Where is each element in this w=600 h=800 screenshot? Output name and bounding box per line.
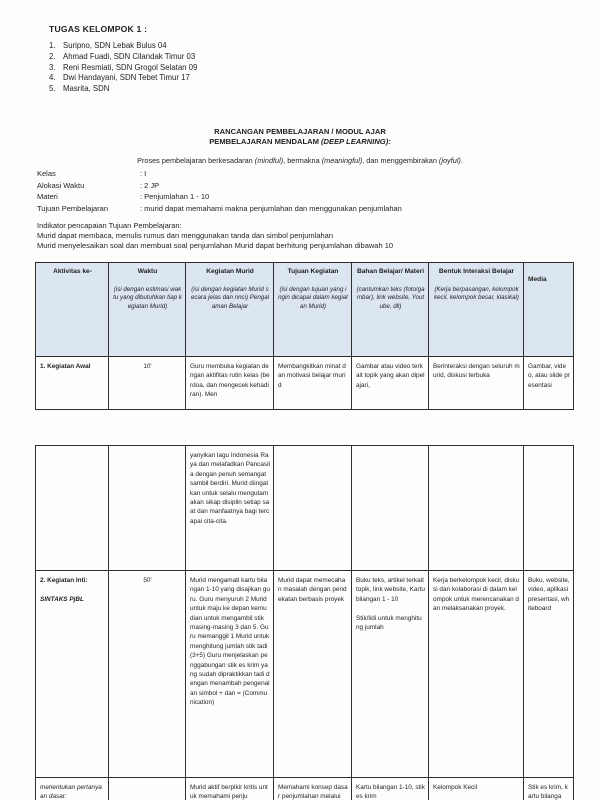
- cell-bahan: Kartu bilangan 1-10, stik es krim: [352, 778, 429, 800]
- header-cell-bahan: [352, 263, 429, 357]
- header-cell-kegiatan: [186, 263, 274, 357]
- meta-row: [37, 168, 402, 180]
- cell-interaksi: [429, 446, 524, 571]
- cell-aktivitas: 1. Kegiatan Awal: [36, 357, 109, 410]
- activity-name: 2. Kegiatan Inti:: [40, 577, 88, 584]
- indicator-line: Murid dapat membaca, menulis rumus dan menggunakan tanda dan simbol penjumlahan: [37, 231, 334, 240]
- table-row: [36, 571, 574, 778]
- table-row-partial: [36, 778, 574, 800]
- header-title: Kegiatan Murid: [206, 268, 254, 275]
- table-row-continuation: [36, 446, 574, 571]
- cell-waktu: [109, 778, 186, 800]
- header-title: Bentuk Interaksi Belajar: [438, 268, 515, 275]
- indicator-block: [37, 221, 393, 251]
- subtitle-italic: (joyful): [438, 156, 461, 165]
- member-list: [49, 41, 197, 95]
- cell-media: Buku, website, video, aplikasi presentasi, whiteboard: [524, 571, 574, 778]
- cell-interaksi: Berinteraksi dengan seluruh murid, diskusi terbuka: [429, 357, 524, 410]
- list-number: 1.: [49, 41, 56, 50]
- meta-row: [37, 203, 402, 215]
- meta-label: Tujuan Pembelajaran: [37, 203, 109, 213]
- list-number: 4.: [49, 73, 56, 83]
- cell-waktu: 50': [109, 571, 186, 778]
- header-cell-aktivitas: [36, 263, 109, 357]
- indicator-line: Indikator pencapaian Tujuan Pembelajaran:: [37, 221, 182, 230]
- header-cell-media: [524, 263, 574, 357]
- cell-kegiatan: Murid mengamati kartu bilangan 1-10 yang disajikan guru. Guru menyuruh 2 Murid untuk maju ke depan kemudian untuk mengambil stik masing-masing 3 dan 5. Guru memanggil 1 Murid untuk menghitung jumlah stik tadi (3+5) Guru menjelaskan penggabungan stik es krim yang sudah dipraktikkan tadi dengan menambah pengenalan simbol + dan = (Communication): [186, 571, 274, 778]
- subtitle-text: .: [460, 156, 463, 165]
- cell-media: Stik es krim, kartu bilanga: [524, 778, 574, 800]
- cell-interaksi: Kelompok Kecil: [429, 778, 524, 800]
- header-desc: (isi dengan tujuan yang ingin dicapai dalam kegiatan Murid): [278, 285, 348, 311]
- bahan-paragraph: Stik/lidi untuk menghitung jumlah: [356, 614, 422, 632]
- cell-bahan: [352, 446, 429, 571]
- member-name: Masrita, SDN: [63, 84, 110, 94]
- spacer: [40, 585, 105, 594]
- subtitle-text: , bermakna: [283, 156, 322, 165]
- meta-value: : I: [140, 169, 147, 178]
- document-title: [0, 127, 600, 147]
- cell-tujuan: Membangkitkan minat dan motivasi belajar murid: [274, 357, 352, 410]
- list-number: 3.: [49, 62, 56, 72]
- header-title: Bahan Belajar/ Materi: [356, 268, 425, 275]
- header-title: Aktivitas ke-: [53, 268, 92, 275]
- meta-row: [37, 191, 402, 203]
- member-name: Ahmad Fuadi, SDN Cilandak Timur 03: [63, 51, 196, 61]
- meta-label: Alokasi Waktu: [37, 180, 85, 190]
- cell-tujuan: Memahami konsep dasar penjumlahan melalui: [274, 778, 352, 800]
- cell-bahan: [352, 571, 429, 778]
- cell-waktu: [109, 446, 186, 571]
- cell-aktivitas: [36, 571, 109, 778]
- subtitle-text: Proses pembelajaran berkesadaran: [137, 156, 255, 165]
- header-title: Media: [528, 276, 547, 283]
- cell-tujuan: [274, 446, 352, 571]
- list-item: [49, 84, 197, 95]
- document-title-line2: [0, 137, 600, 147]
- header-desc: (isi dengan estimasi waktu yang dibutuhkan tiap kegiatan Murid): [113, 285, 182, 311]
- cell-media: [524, 446, 574, 571]
- title-italic: (DEEP LEARNING):: [321, 137, 391, 146]
- document-title-line1: RANCANGAN PEMBELAJARAN / MODUL AJAR: [214, 127, 386, 136]
- member-name: Reni Resmiati, SDN Grogol Selatan 09: [63, 62, 198, 72]
- header-cell-interaksi: [429, 263, 524, 357]
- table-header-row: [36, 263, 574, 357]
- list-item: [49, 73, 197, 84]
- header-desc: (Kerja berpasangan, kelompok kecil, kelompok besar, klasikal): [434, 285, 519, 302]
- list-number: 2.: [49, 51, 56, 61]
- subtitle-text: , dan menggembirakan: [362, 156, 439, 165]
- header-cell-waktu: [109, 263, 186, 357]
- meta-row: [37, 180, 402, 192]
- cell-aktivitas: [36, 446, 109, 571]
- meta-label: Kelas: [37, 169, 56, 178]
- list-item: [49, 63, 197, 74]
- lesson-plan-table-page2: [35, 445, 574, 800]
- cell-kegiatan: Murid aktif berpikir kritis untuk memahami penju: [186, 778, 274, 800]
- member-name: Suripno, SDN Lebak Bulus 04: [63, 41, 167, 50]
- meta-value: : murid dapat memahami makna penjumlahan dan menggunakan penjumlahan: [140, 203, 402, 213]
- table-row: [36, 357, 574, 410]
- header-title: Tujuan Kegiatan: [287, 268, 339, 275]
- list-item: [49, 52, 197, 63]
- cell-kegiatan: yanyikan lagu Indonesia Raya dan melafadkan Pancasila dengan penuh semangat sambil berdiri. Murid diingatkan untuk selalu mengutamakan sikap disiplin setiap saat dan manfaatnya bagi tercapai cita-cita.: [186, 446, 274, 571]
- subtitle-italic: (mindful): [254, 156, 284, 165]
- cell-waktu: 10': [109, 357, 186, 410]
- cell-interaksi: Kerja berkelompok kecil, diskusi dan kolaborasi di dalam kelompok untuk merencanakan dan melaksanakan proyek.: [429, 571, 524, 778]
- cell-media: Gambar, video, atau slide presentasi: [524, 357, 574, 410]
- cell-tujuan: Murid dapat memecahan masalah dengan pendekatan berbasis proyek: [274, 571, 352, 778]
- lesson-plan-table-page1: [35, 262, 574, 410]
- cell-aktivitas: menentukan pertanyaan dasar:: [36, 778, 109, 800]
- header-cell-tujuan: [274, 263, 352, 357]
- header-desc: (cantumkan teks (foto/gambar), link website, Youtube, dll): [356, 285, 425, 311]
- cell-bahan: Gambar atau video terkait topik yang akan dipelajari,: [352, 357, 429, 410]
- title-plain: PEMBELAJARAN MENDALAM: [209, 137, 322, 146]
- meta-value: : Penjumlahan 1 - 10: [140, 192, 210, 202]
- list-item: [49, 41, 197, 52]
- meta-label: Materi: [37, 192, 58, 202]
- header-title: Waktu: [137, 268, 158, 275]
- assignment-title: TUGAS KELOMPOK 1 :: [49, 24, 148, 34]
- document-subtitle: [0, 156, 600, 165]
- bahan-paragraph: Buku teks, artikel terkait topik, link website, Kartu bilangan 1 - 10: [356, 577, 425, 603]
- indicator-line: Murid menyelesaikan soal dan membuat soal penjumlahan Murid dapat berhitung penjumlahan dibawah 10: [37, 241, 394, 250]
- header-desc: (isi dengan kegiatan Murid secara jelas dan rinci) Pengalaman Belajar: [190, 285, 270, 311]
- syntax-label: SINTAKS PjBL: [40, 595, 84, 603]
- cell-kegiatan: Guru membuka kegiatan dengan aktifitas rutin kelas (berdoa, dan mengecek kehadiran). Men: [186, 357, 274, 410]
- subtitle-italic: (meaningful): [321, 156, 363, 165]
- spacer: [356, 604, 425, 613]
- list-number: 5.: [49, 84, 56, 94]
- member-name: Dwi Handayani, SDN Tebet Timur 17: [63, 73, 190, 83]
- meta-value: : 2 JP: [140, 180, 160, 190]
- meta-block: [37, 168, 402, 214]
